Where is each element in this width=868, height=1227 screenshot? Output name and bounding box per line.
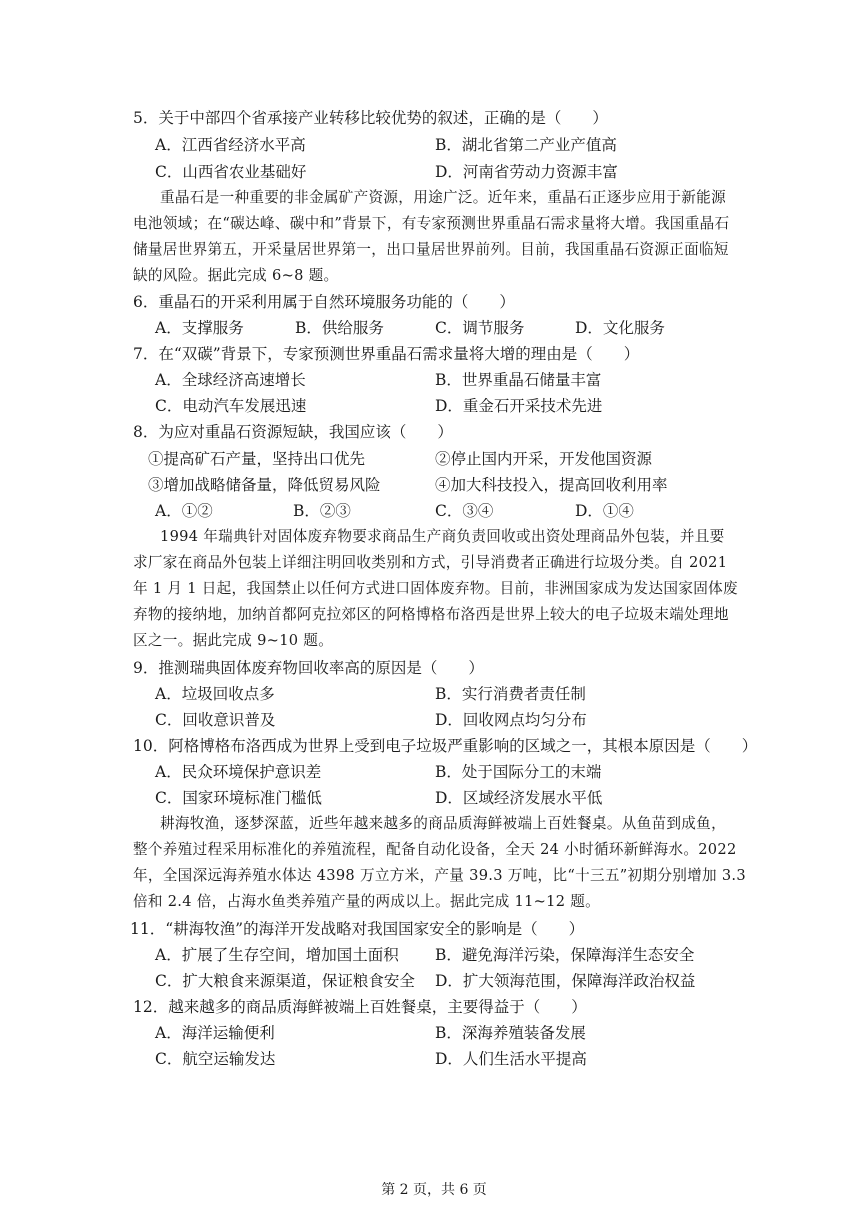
question-8-option-d: D．①④ (575, 502, 634, 520)
question-9-option-d: D．回收网点均匀分布 (435, 711, 587, 729)
passage-3-line: 年，全国深远海养殖水体达 4398 万立方米，产量 39.3 万吨，比“十三五”初期分别增加 3.3 (133, 867, 746, 884)
question-8-option-c: C．③④ (435, 502, 494, 520)
question-5-option-d: D．河南省劳动力资源丰富 (435, 163, 618, 181)
passage-3-line: 耕海牧渔，逐梦深蓝，近些年越来越多的商品质海鲜被端上百姓餐桌。从鱼苗到成鱼， (160, 815, 726, 832)
question-9-option-c: C．回收意识普及 (155, 711, 276, 729)
question-10-option-d: D．区域经济发展水平低 (435, 789, 603, 807)
question-8-stem: 8．为应对重晶石资源短缺，我国应该（ ） (133, 423, 453, 441)
question-12-option-b: B．深海养殖装备发展 (435, 1024, 586, 1042)
question-10-option-a: A．民众环境保护意识差 (155, 763, 322, 781)
question-8-statement-1: ①提高矿石产量，坚持出口优先 (148, 450, 366, 468)
question-12-option-a: A．海洋运输便利 (155, 1024, 275, 1042)
question-11-stem: 11．“耕海牧渔”的海洋开发战略对我国国家安全的影响是（ ） (130, 920, 585, 938)
question-7-stem: 7．在“双碳”背景下，专家预测世界重晶石需求量将大增的理由是（ ） (133, 345, 640, 363)
question-6-stem: 6．重晶石的开采利用属于自然环境服务功能的（ ） (133, 293, 515, 311)
question-9-option-a: A．垃圾回收点多 (155, 685, 275, 703)
question-6-option-a: A．支撑服务 (155, 319, 244, 337)
question-11-option-d: D．扩大领海范围，保障海洋政治权益 (435, 972, 696, 990)
passage-1-line: 缺的风险。据此完成 6~8 题。 (133, 267, 339, 284)
question-8-statement-3: ③增加战略储备量，降低贸易风险 (148, 476, 381, 494)
page-number-footer: 第 2 页，共 6 页 (381, 1182, 487, 1198)
question-10-option-c: C．国家环境标准门槛低 (155, 789, 322, 807)
question-9-stem: 9．推测瑞典固体废弃物回收率高的原因是（ ） (133, 659, 484, 677)
passage-1-line: 重晶石是一种重要的非金属矿产资源，用途广泛。近年来，重晶石正逐步应用于新能源 (160, 189, 726, 206)
passage-3-line: 倍和 2.4 倍，占海水鱼类养殖产量的两成以上。据此完成 11~12 题。 (133, 893, 601, 910)
question-7-option-b: B．世界重晶石储量丰富 (435, 371, 602, 389)
question-7-option-d: D．重金石开采技术先进 (435, 397, 603, 415)
question-11-option-a: A．扩展了生存空间，增加国土面积 (155, 946, 399, 964)
question-6-option-d: D．文化服务 (575, 319, 665, 337)
passage-2-line: 年 1 月 1 日起，我国禁止以任何方式进口固体废弃物。目前，非洲国家成为发达国家固体废 (133, 580, 738, 597)
question-8-statement-2: ②停止国内开采，开发他国资源 (435, 450, 653, 468)
question-10-stem: 10．阿格博格布洛西成为世界上受到电子垃圾严重影响的区域之一，其根本原因是（ ） (133, 737, 758, 755)
passage-2-line: 1994 年瑞典针对固体废弃物要求商品生产商负责回收或出资处理商品外包装，并且要 (160, 528, 725, 545)
question-7-option-a: A．全球经济高速增长 (155, 371, 306, 389)
question-5-option-a: A．江西省经济水平高 (155, 136, 306, 154)
question-8-option-b: B．②③ (293, 502, 351, 520)
question-12-option-d: D．人们生活水平提高 (435, 1050, 587, 1068)
question-5-option-c: C．山西省农业基础好 (155, 163, 307, 181)
passage-2-line: 区之一。据此完成 9~10 题。 (133, 632, 334, 649)
passage-1-line: 电池领域；在“碳达峰、碳中和”背景下，有专家预测世界重晶石需求量将大增。我国重晶石 (133, 215, 730, 232)
question-5-option-b: B．湖北省第二产业产值高 (435, 136, 617, 154)
question-5-stem: 5．关于中部四个省承接产业转移比较优势的叙述，正确的是（ ） (133, 109, 608, 127)
question-12-option-c: C．航空运输发达 (155, 1050, 276, 1068)
question-9-option-b: B．实行消费者责任制 (435, 685, 586, 703)
question-6-option-c: C．调节服务 (435, 319, 525, 337)
question-7-option-c: C．电动汽车发展迅速 (155, 397, 307, 415)
question-8-statement-4: ④加大科技投入，提高回收利用率 (435, 476, 668, 494)
passage-2-line: 弃物的接纳地，加纳首都阿克拉郊区的阿格博格布洛西是世界上较大的电子垃圾末端处理地 (133, 606, 729, 623)
passage-2-line: 求厂家在商品外包装上详细注明回收类别和方式，引导消费者正确进行垃圾分类。自 2021 (133, 554, 728, 571)
passage-3-line: 整个养殖过程采用标准化的养殖流程，配备自动化设备，全天 24 小时循环新鲜海水。2022 (133, 841, 737, 858)
question-8-option-a: A．①② (155, 502, 213, 520)
question-6-option-b: B．供给服务 (295, 319, 384, 337)
question-11-option-c: C．扩大粮食来源渠道，保证粮食安全 (155, 972, 415, 990)
question-11-option-b: B．避免海洋污染，保障海洋生态安全 (435, 946, 695, 964)
question-12-stem: 12．越来越多的商品质海鲜被端上百姓餐桌，主要得益于（ ） (133, 998, 587, 1016)
passage-1-line: 储量居世界第五，开采量居世界第一，出口量居世界前列。目前，我国重晶石资源正面临短 (133, 241, 729, 258)
question-10-option-b: B．处于国际分工的末端 (435, 763, 602, 781)
